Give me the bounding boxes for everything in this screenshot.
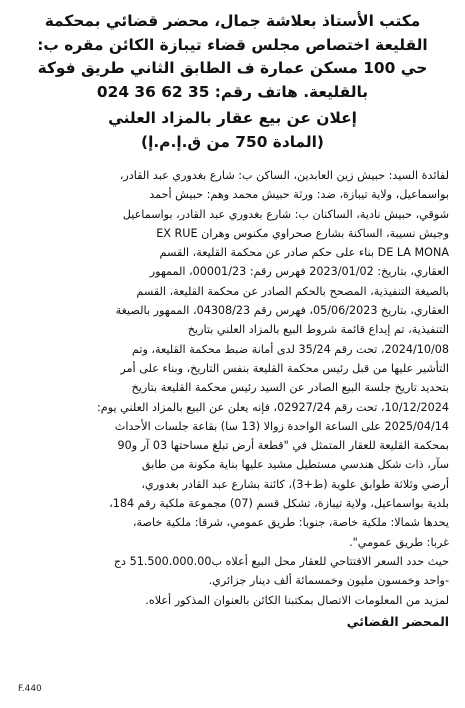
office-header xyxy=(16,10,449,104)
body-line: وجيش نسيبة، الساكنة بشارع صحراوي مكنوس وهران EX RUE xyxy=(156,226,449,240)
body-line: غربا: طريق عمومي". xyxy=(349,535,449,549)
body-line: العقاري، بتاريخ 05/06/2023، فهرس رقم 04308/23، الممهور بالصيغة xyxy=(115,304,449,318)
header-line: حي 100 مسكن عمارة ف الطابق الثاني طريق فوكة xyxy=(37,59,428,77)
body-line: لفائدة السيد: حبيش زين العابدين، الساكن ب: شارع بغدوري عبد القادر، xyxy=(119,169,449,182)
body-line: بالصيغة التنفيذية، المصحح بالحكم الصادر عن محكمة القليعة، القسم xyxy=(136,284,449,298)
announcement-body xyxy=(16,166,449,610)
title-line: إعلان عن بيع عقار بالمزاد العلني xyxy=(108,109,357,127)
body-line: العقاري، بتاريخ: 2023/01/02 فهرس رقم: 00001/23، الممهور xyxy=(149,265,449,279)
body-line: 2025/04/14 على الساعة الواحدة زوالا (13 سا) بقاعة جلسات الأحداث xyxy=(114,419,449,433)
body-line: سآر، ذات شكل هندسي مستطيل مشيد عليها بناية مكونة من طابق xyxy=(141,458,449,472)
body-line: التنفيذية، تم إيداع قائمة شروط البيع بالمزاد العلني بتاريخ xyxy=(187,323,449,337)
body-line: -واحد وخمسون مليون وخمسمائة ألف دينار جزائري. xyxy=(208,574,449,588)
body-line: بواسماعيل، ولاية تيبازة، ضد: ورثة حبيش محمد وهم: حبيش أحمد xyxy=(149,188,449,202)
body-line: 2024/10/08، تحت رقم 35/24 لدى أمانة ضبط محكمة القليعة، وتم xyxy=(131,342,449,356)
body-line: التأشير عليها من قبل رئيس محكمة القليعة بنفس التاريخ، وبناء على أمر xyxy=(120,361,449,375)
body-line: بتحديد تاريخ جلسة البيع الصادر عن السيد رئيس محكمة القليعة بتاريخ xyxy=(131,381,449,395)
header-line: بالقليعة. هاتف رقم: 35 62 36 024 xyxy=(96,82,369,101)
body-line: يحدها شمالا: ملكية خاصة، جنوبا: طريق عمومي، شرقا: ملكية خاصة، xyxy=(132,516,449,530)
header-line: القليعة اختصاص مجلس قضاء تيبازة الكائن مقره ب: xyxy=(37,35,428,54)
body-line: 10/12/2024، تحت رقم 02927/24، فإنه يعلن عن البيع بالمزاد العلني يوم: xyxy=(97,400,449,414)
header-line: مكتب الأستاذ بعلاشة جمال، محضر قضائي بمحكمة xyxy=(44,12,421,30)
body-line: حيث حدد السعر الافتتاحي للعقار محل البيع أعلاه ب51.500.000.00 دج xyxy=(113,554,449,568)
body-line: أرضي وثلاثة طوابق علوية (ط+3)، كائنة بشارع عبد القادر بغدوري، xyxy=(141,477,449,491)
body-line: بلدية بواسماعيل، ولاية تيبازة، تشكل قسم (07) مجموعة ملكية رقم 184، xyxy=(109,497,449,511)
body-line: DE LA MONA بناء على حكم صادر عن محكمة القليعة، القسم xyxy=(159,246,449,260)
signature: المحضر القضائي xyxy=(346,613,449,629)
body-line: شوقي، حبيش نادية، الساكنان ب: شارع بغدوري عبد القادر، بواسماعيل xyxy=(122,207,449,221)
article-reference: (المادة 750 من ق.إ.م.إ) xyxy=(141,133,324,151)
body-line: بمحكمة القليعة للعقار المتمثل في "قطعة أرض تبلغ مساحتها 03 آر و90 xyxy=(117,439,449,453)
announcement-title xyxy=(16,106,449,154)
reference-code: F.440 xyxy=(18,684,42,694)
body-line: لمزيد من المعلومات الاتصال بمكتبنا الكائن بالعنوان المذكور أعلاه. xyxy=(145,593,449,607)
